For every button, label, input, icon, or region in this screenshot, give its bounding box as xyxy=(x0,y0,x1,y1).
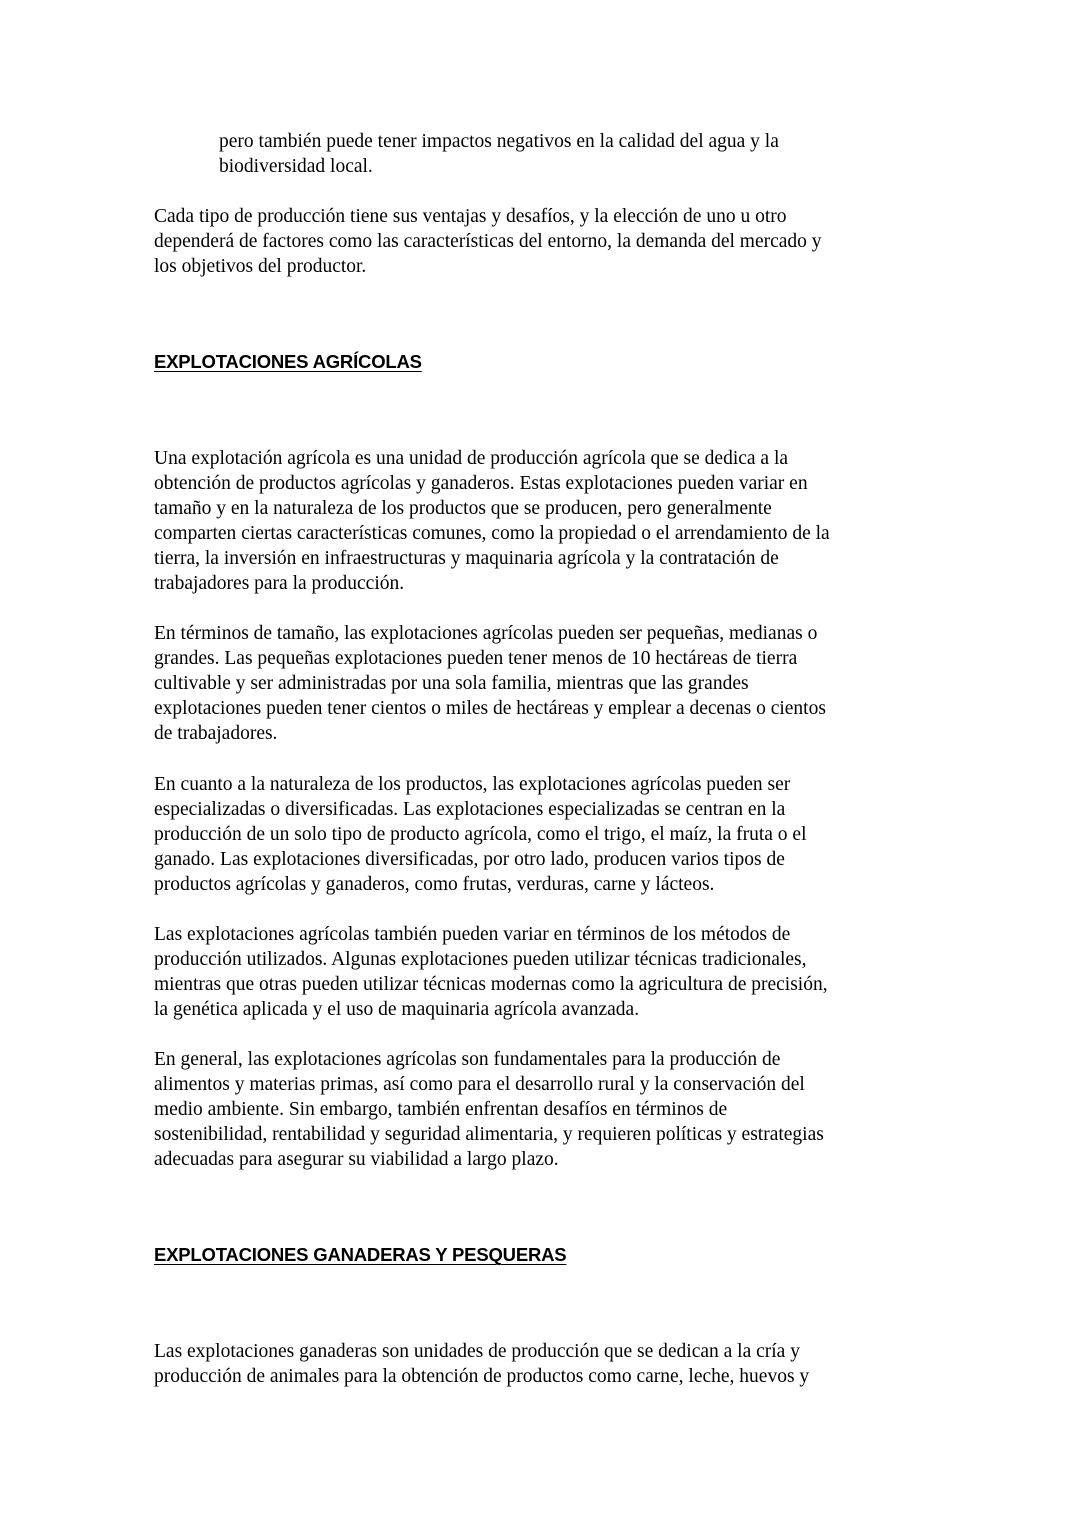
text-line: En general, las explotaciones agrícolas son fundamentales para la producción de xyxy=(154,1049,781,1070)
text-line: Las explotaciones agrícolas también pueden variar en términos de los métodos de xyxy=(154,924,791,945)
text-line: adecuadas para asegurar su viabilidad a largo plazo. xyxy=(154,1149,559,1170)
section-heading-ganaderas: EXPLOTACIONES GANADERAS Y PESQUERAS xyxy=(154,1244,567,1265)
text-line: explotaciones pueden tener cientos o miles de hectáreas y emplear a decenas o cientos xyxy=(154,698,826,719)
text-line: los objetivos del productor. xyxy=(154,256,367,277)
text-line: la genética aplicada y el uso de maquinaria agrícola avanzada. xyxy=(154,999,640,1020)
text-line: producción utilizados. Algunas explotaciones pueden utilizar técnicas tradicionales, xyxy=(154,949,807,970)
text-line: En cuanto a la naturaleza de los productos, las explotaciones agrícolas pueden ser xyxy=(154,774,791,795)
text-line: de trabajadores. xyxy=(154,723,278,744)
agricolas-paragraph-2 xyxy=(154,621,914,746)
text-line: grandes. Las pequeñas explotaciones pueden tener menos de 10 hectáreas de tierra xyxy=(154,648,798,669)
text-line: productos agrícolas y ganaderos, como frutas, verduras, carne y lácteos. xyxy=(154,874,715,895)
ganaderas-paragraph-1 xyxy=(154,1339,914,1389)
text-line: especializadas o diversificadas. Las explotaciones especializadas se centran en la xyxy=(154,799,786,820)
agricolas-paragraph-4 xyxy=(154,922,914,1022)
text-line: pero también puede tener impactos negativos en la calidad del agua y la xyxy=(219,131,779,152)
text-line: tierra, la inversión en infraestructuras y maquinaria agrícola y la contratación de xyxy=(154,548,779,569)
text-line: trabajadores para la producción. xyxy=(154,573,405,594)
text-line: biodiversidad local. xyxy=(219,156,373,177)
text-line: mientras que otras pueden utilizar técnicas modernas como la agricultura de precisión, xyxy=(154,974,828,995)
text-line: sostenibilidad, rentabilidad y seguridad alimentaria, y requieren políticas y estrategias xyxy=(154,1124,824,1145)
text-line: producción de un solo tipo de producto agrícola, como el trigo, el maíz, la fruta o el xyxy=(154,824,807,845)
text-line: comparten ciertas características comunes, como la propiedad o el arrendamiento de la xyxy=(154,523,830,544)
text-line: Las explotaciones ganaderas son unidades de producción que se dedican a la cría y xyxy=(154,1341,800,1362)
text-line: dependerá de factores como las características del entorno, la demanda del mercado y xyxy=(154,231,822,252)
intro-paragraph xyxy=(154,204,914,279)
text-line: Cada tipo de producción tiene sus ventajas y desafíos, y la elección de uno u otro xyxy=(154,206,787,227)
text-line: cultivable y ser administradas por una sola familia, mientras que las grandes xyxy=(154,673,749,694)
text-line: producción de animales para la obtención de productos como carne, leche, huevos y xyxy=(154,1366,810,1387)
text-line: alimentos y materias primas, así como para el desarrollo rural y la conservación del xyxy=(154,1074,805,1095)
agricolas-paragraph-3 xyxy=(154,772,914,897)
text-line: tamaño y en la naturaleza de los productos que se producen, pero generalmente xyxy=(154,498,772,519)
section-heading-agricolas: EXPLOTACIONES AGRÍCOLAS xyxy=(154,351,422,372)
text-line: ganado. Las explotaciones diversificadas, por otro lado, producen varios tipos de xyxy=(154,849,785,870)
text-line: En términos de tamaño, las explotaciones agrícolas pueden ser pequeñas, medianas o xyxy=(154,623,818,644)
agricolas-paragraph-1 xyxy=(154,446,914,596)
text-line: medio ambiente. Sin embargo, también enfrentan desafíos en términos de xyxy=(154,1099,728,1120)
agricolas-paragraph-5 xyxy=(154,1047,914,1172)
text-line: obtención de productos agrícolas y ganaderos. Estas explotaciones pueden variar en xyxy=(154,473,808,494)
continuation-paragraph xyxy=(219,129,909,179)
text-line: Una explotación agrícola es una unidad de producción agrícola que se dedica a la xyxy=(154,448,789,469)
